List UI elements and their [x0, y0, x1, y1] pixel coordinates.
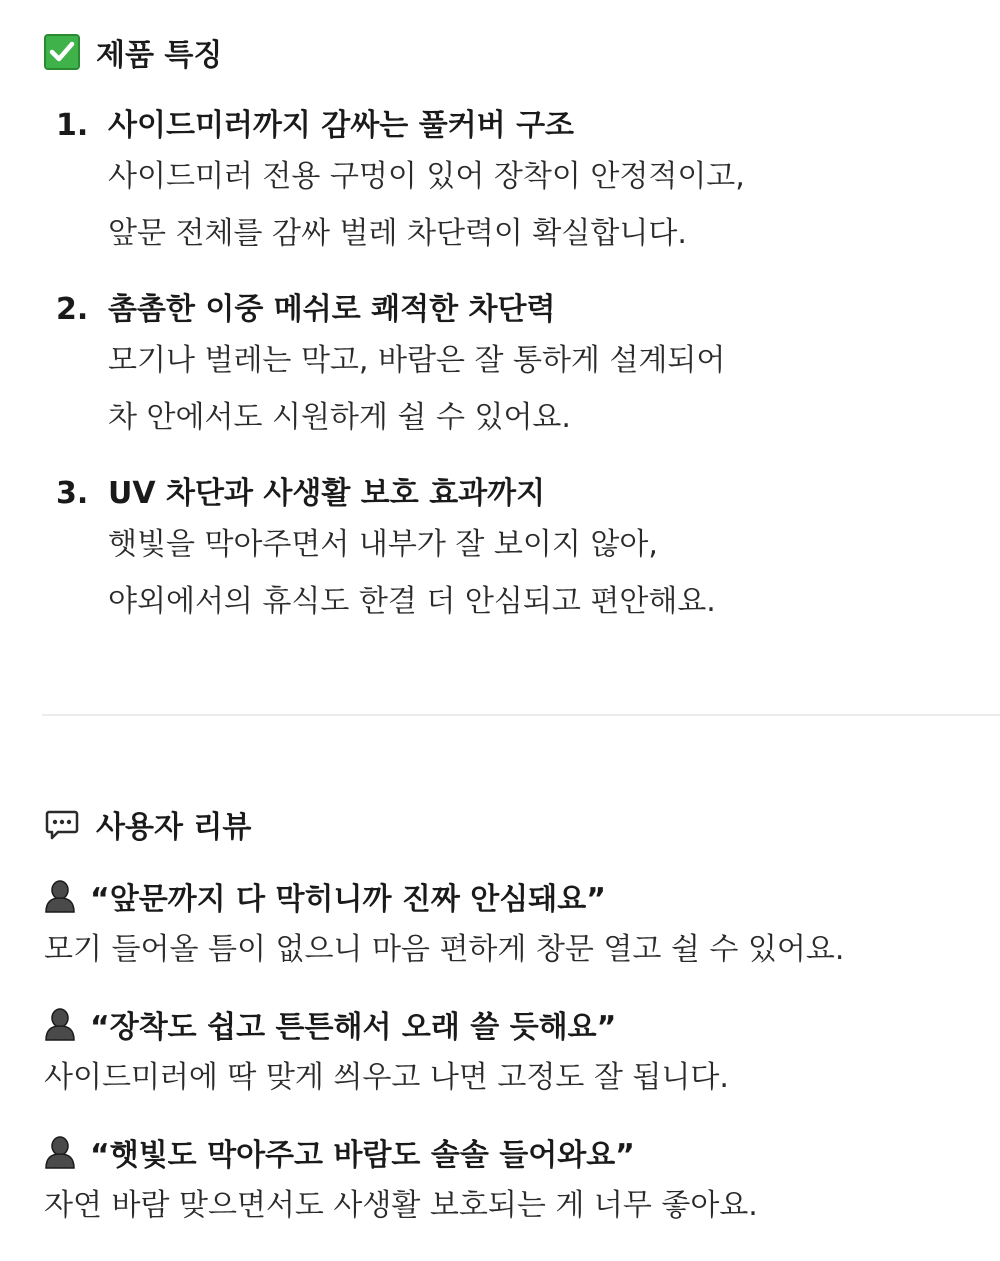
feature-title-row [56, 288, 956, 332]
review-quote-row [44, 874, 984, 918]
reviews-heading-text: 사용자 리뷰 [96, 810, 252, 845]
feature-description [108, 148, 956, 262]
review-quote-row [44, 1002, 984, 1046]
feature-title: 촘촘한 이중 메쉬로 쾌적한 차단력 [108, 292, 556, 327]
reviews-heading [44, 802, 251, 846]
features-heading [44, 30, 222, 74]
feature-description-line: 야외에서의 휴식도 한결 더 안심되고 편안해요. [108, 584, 716, 619]
feature-description [108, 516, 956, 630]
section-divider [42, 714, 1000, 716]
speech-bubble-icon [44, 806, 80, 842]
review-quote-row [44, 1130, 984, 1174]
review-item [44, 1130, 984, 1228]
feature-item [56, 288, 956, 446]
review-quote: “장착도 쉽고 튼튼해서 오래 쓸 듯해요” [90, 1010, 617, 1045]
review-quote: “앞문까지 다 막히니까 진짜 안심돼요” [90, 882, 606, 917]
review-item [44, 1002, 984, 1100]
feature-description-line: 사이드미러 전용 구멍이 있어 장착이 안정적이고, [108, 159, 745, 194]
review-body: 모기 들어올 틈이 없으니 마음 편하게 창문 열고 쉴 수 있어요. [44, 932, 845, 967]
feature-item [56, 104, 956, 262]
check-box-icon [44, 34, 80, 70]
features-heading-text: 제품 특징 [96, 38, 223, 73]
feature-description-line: 앞문 전체를 감싸 벌레 차단력이 확실합니다. [108, 216, 687, 251]
feature-description [108, 332, 956, 446]
feature-description-line: 모기나 벌레는 막고, 바람은 잘 통하게 설계되어 [108, 343, 726, 378]
feature-number: 2. [56, 292, 89, 327]
feature-title-row [56, 104, 956, 148]
feature-title-row [56, 472, 956, 516]
feature-title: 사이드미러까지 감싸는 풀커버 구조 [108, 108, 575, 143]
feature-description-line: 햇빛을 막아주면서 내부가 잘 보이지 않아, [108, 527, 658, 562]
review-body: 자연 바람 맞으면서도 사생활 보호되는 게 너무 좋아요. [44, 1188, 758, 1223]
feature-number: 1. [56, 108, 89, 143]
person-silhouette-icon [44, 1007, 76, 1041]
person-silhouette-icon [44, 1135, 76, 1169]
feature-description-line: 차 안에서도 시원하게 쉴 수 있어요. [108, 400, 571, 435]
feature-item [56, 472, 956, 630]
person-silhouette-icon [44, 879, 76, 913]
review-item [44, 874, 984, 972]
review-body: 사이드미러에 딱 맞게 씌우고 나면 고정도 잘 됩니다. [44, 1060, 729, 1095]
feature-number: 3. [56, 476, 89, 511]
review-quote: “햇빛도 막아주고 바람도 솔솔 들어와요” [90, 1138, 635, 1173]
feature-title: UV 차단과 사생활 보호 효과까지 [108, 476, 546, 511]
